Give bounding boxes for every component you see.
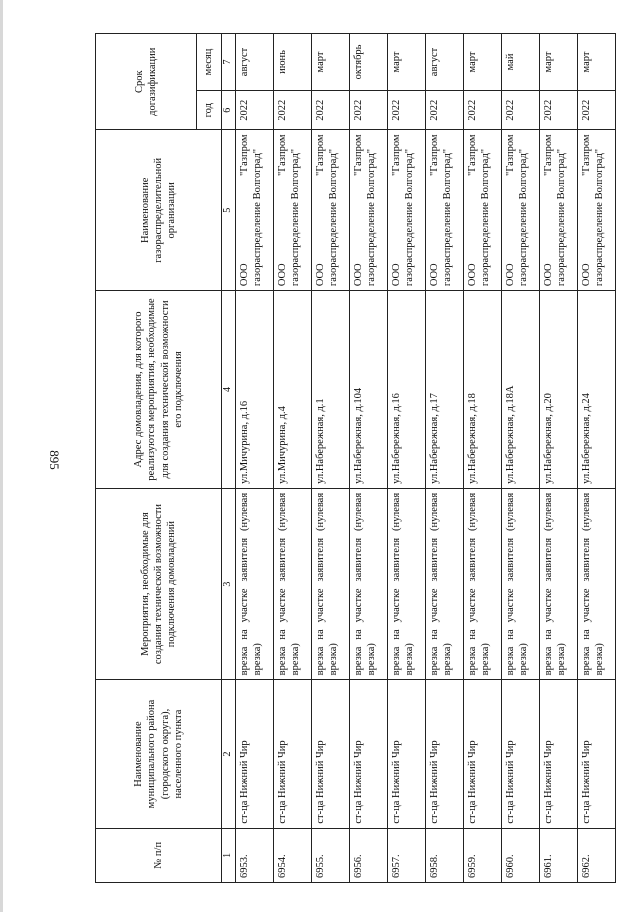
page-number: 895 bbox=[47, 450, 62, 470]
cell-org: ООО "Газпром газораспределение Волгоград" bbox=[539, 130, 577, 291]
header-place: Наименование муниципального района (городского округа), населенного пункта bbox=[96, 680, 222, 828]
cell-year: 2022 bbox=[387, 90, 425, 130]
cell-num: 6958. bbox=[425, 828, 463, 882]
header-num: № п/п bbox=[96, 828, 222, 882]
cell-year: 2022 bbox=[539, 90, 577, 130]
cell-year: 2022 bbox=[577, 90, 615, 130]
cell-org: ООО "Газпром газораспределение Волгоград" bbox=[577, 130, 615, 291]
cell-num: 6962. bbox=[577, 828, 615, 882]
table-row bbox=[273, 34, 311, 883]
cell-action: врезка на участке заявителя (нулевая врезка) bbox=[539, 488, 577, 680]
cell-address: ул.Набережная, д.16 bbox=[387, 291, 425, 489]
table-row bbox=[387, 34, 425, 883]
cell-action: врезка на участке заявителя (нулевая врезка) bbox=[463, 488, 501, 680]
cell-year: 2022 bbox=[235, 90, 273, 130]
cell-action: врезка на участке заявителя (нулевая врезка) bbox=[349, 488, 387, 680]
cell-year: 2022 bbox=[273, 90, 311, 130]
col-index-7: 7 bbox=[222, 34, 236, 91]
cell-org: ООО "Газпром газораспределение Волгоград" bbox=[501, 130, 539, 291]
cell-place: ст-ца Нижний Чир bbox=[273, 680, 311, 828]
cell-address: ул.Набережная, д.20 bbox=[539, 291, 577, 489]
cell-org: ООО "Газпром газораспределение Волгоград" bbox=[235, 130, 273, 291]
table-row bbox=[463, 34, 501, 883]
cell-month: октябрь bbox=[349, 34, 387, 91]
scan-edge bbox=[0, 0, 3, 912]
rotated-table-wrapper bbox=[95, 33, 605, 883]
cell-place: ст-ца Нижний Чир bbox=[387, 680, 425, 828]
cell-num: 6954. bbox=[273, 828, 311, 882]
cell-num: 6957. bbox=[387, 828, 425, 882]
cell-place: ст-ца Нижний Чир bbox=[349, 680, 387, 828]
cell-action: врезка на участке заявителя (нулевая врезка) bbox=[273, 488, 311, 680]
cell-address: ул.Мичурина, д.4 bbox=[273, 291, 311, 489]
gasification-table bbox=[95, 33, 616, 883]
cell-org: ООО "Газпром газораспределение Волгоград" bbox=[387, 130, 425, 291]
col-index-1: 1 bbox=[222, 828, 236, 882]
header-deadline: Срок догазификации bbox=[96, 34, 197, 130]
cell-num: 6953. bbox=[235, 828, 273, 882]
cell-num: 6961. bbox=[539, 828, 577, 882]
cell-place: ст-ца Нижний Чир bbox=[501, 680, 539, 828]
col-index-2: 2 bbox=[222, 680, 236, 828]
cell-place: ст-ца Нижний Чир bbox=[235, 680, 273, 828]
cell-org: ООО "Газпром газораспределение Волгоград" bbox=[425, 130, 463, 291]
table-row bbox=[577, 34, 615, 883]
cell-year: 2022 bbox=[463, 90, 501, 130]
cell-address: ул.Набережная, д.18 bbox=[463, 291, 501, 489]
col-index-5: 5 bbox=[222, 130, 236, 291]
cell-year: 2022 bbox=[311, 90, 349, 130]
cell-month: июнь bbox=[273, 34, 311, 91]
col-index-4: 4 bbox=[222, 291, 236, 489]
cell-address: ул.Набережная, д.24 bbox=[577, 291, 615, 489]
cell-num: 6956. bbox=[349, 828, 387, 882]
table-row bbox=[425, 34, 463, 883]
cell-address: ул.Мичурина, д.16 bbox=[235, 291, 273, 489]
cell-num: 6959. bbox=[463, 828, 501, 882]
cell-org: ООО "Газпром газораспределение Волгоград" bbox=[311, 130, 349, 291]
cell-org: ООО "Газпром газораспределение Волгоград" bbox=[463, 130, 501, 291]
table-row bbox=[235, 34, 273, 883]
cell-month: март bbox=[311, 34, 349, 91]
cell-place: ст-ца Нижний Чир bbox=[425, 680, 463, 828]
header-month: месяц bbox=[197, 34, 222, 91]
cell-month: март bbox=[463, 34, 501, 91]
cell-num: 6960. bbox=[501, 828, 539, 882]
cell-month: август bbox=[235, 34, 273, 91]
cell-action: врезка на участке заявителя (нулевая врезка) bbox=[311, 488, 349, 680]
cell-address: ул.Набережная, д.104 bbox=[349, 291, 387, 489]
header-action: Мероприятия, необходимые для создания технической возможности подключения домовладений bbox=[96, 488, 222, 680]
cell-place: ст-ца Нижний Чир bbox=[311, 680, 349, 828]
header-address: Адрес домовладения, для которого реализуются мероприятия, необходимые для создания технической возможности его подключения bbox=[96, 291, 222, 489]
cell-action: врезка на участке заявителя (нулевая врезка) bbox=[387, 488, 425, 680]
cell-address: ул.Набережная, д.18А bbox=[501, 291, 539, 489]
cell-action: врезка на участке заявителя (нулевая врезка) bbox=[235, 488, 273, 680]
cell-address: ул.Набережная, д.1 bbox=[311, 291, 349, 489]
cell-place: ст-ца Нижний Чир bbox=[463, 680, 501, 828]
table-row bbox=[349, 34, 387, 883]
header-org: Наименование газораспределительной организации bbox=[96, 130, 222, 291]
cell-year: 2022 bbox=[425, 90, 463, 130]
col-index-3: 3 bbox=[222, 488, 236, 680]
cell-month: август bbox=[425, 34, 463, 91]
cell-org: ООО "Газпром газораспределение Волгоград" bbox=[273, 130, 311, 291]
cell-action: врезка на участке заявителя (нулевая врезка) bbox=[577, 488, 615, 680]
cell-month: март bbox=[387, 34, 425, 91]
cell-year: 2022 bbox=[501, 90, 539, 130]
cell-year: 2022 bbox=[349, 90, 387, 130]
table-row bbox=[311, 34, 349, 883]
table-row bbox=[501, 34, 539, 883]
col-index-6: 6 bbox=[222, 90, 236, 130]
cell-num: 6955. bbox=[311, 828, 349, 882]
cell-month: март bbox=[539, 34, 577, 91]
cell-address: ул.Набережная, д.17 bbox=[425, 291, 463, 489]
cell-action: врезка на участке заявителя (нулевая врезка) bbox=[501, 488, 539, 680]
table-row bbox=[539, 34, 577, 883]
cell-month: март bbox=[577, 34, 615, 91]
header-year: год bbox=[197, 90, 222, 130]
cell-place: ст-ца Нижний Чир bbox=[539, 680, 577, 828]
cell-place: ст-ца Нижний Чир bbox=[577, 680, 615, 828]
cell-org: ООО "Газпром газораспределение Волгоград" bbox=[349, 130, 387, 291]
cell-action: врезка на участке заявителя (нулевая врезка) bbox=[425, 488, 463, 680]
cell-month: май bbox=[501, 34, 539, 91]
